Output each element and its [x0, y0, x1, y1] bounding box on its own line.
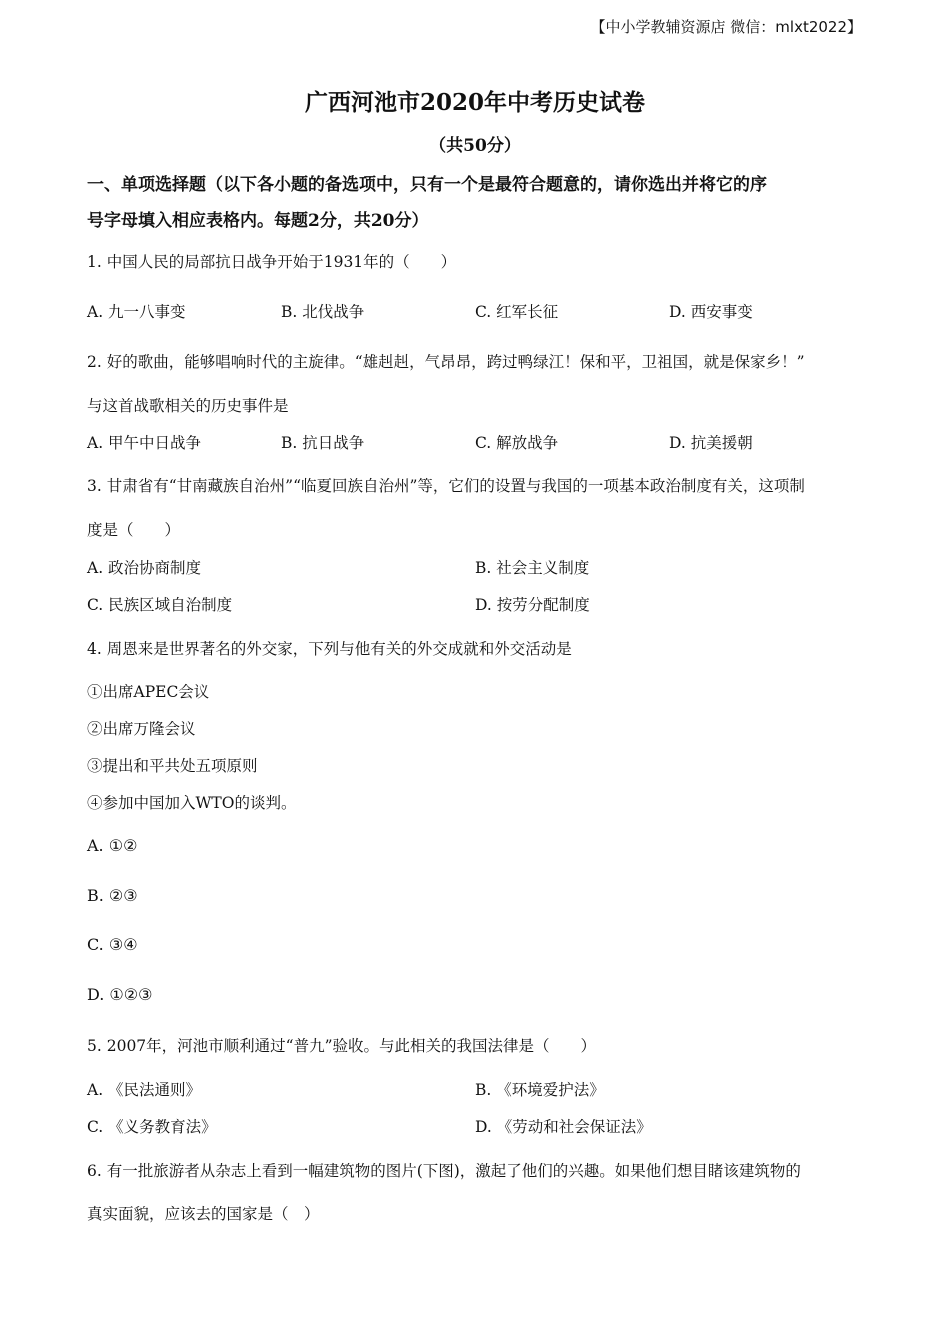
q2-stem-line2: 与这首战歌相关的历史事件是: [87, 397, 289, 415]
page-subtitle: （共50分）: [429, 136, 521, 156]
section-heading-line1: 一、单项选择题（以下各小题的备选项中，只有一个是最符合题意的，请你选出并将它的序: [87, 175, 767, 195]
q4-option-d: D. ①②③: [87, 985, 153, 1004]
q5-option-a: A. 《民法通则》: [87, 1081, 202, 1099]
header-note: 【中小学教辅资源店 微信：mlxt2022】: [590, 18, 862, 36]
q4-item-1: ①出席APEC会议: [87, 683, 210, 701]
q2-stem-line1: 2. 好的歌曲，能够唱响时代的主旋律。“雄赳赳，气昂昂，跨过鸭绿江！保和平，卫祖国，就是保家乡！”: [87, 353, 805, 371]
q6-stem-line2: 真实面貌，应该去的国家是（ ）: [87, 1205, 320, 1223]
q4-option-a: A. ①②: [87, 836, 138, 855]
q5-stem: 5. 2007年，河池市顺利通过“普九”验收。与此相关的我国法律是（ ）: [87, 1037, 597, 1055]
q3-option-b: B. 社会主义制度: [475, 559, 590, 577]
q1-stem: 1. 中国人民的局部抗日战争开始于1931年的（ ）: [87, 253, 457, 271]
q1-option-b: B. 北伐战争: [281, 303, 365, 321]
q4-option-b: B. ②③: [87, 886, 138, 905]
q5-option-c: C. 《义务教育法》: [87, 1118, 217, 1136]
q1-option-c: C. 红军长征: [475, 303, 559, 321]
q5-option-b: B. 《环境爱护法》: [475, 1081, 605, 1099]
q4-item-4: ④参加中国加入WTO的谈判。: [87, 794, 297, 812]
q1-option-a: A. 九一八事变: [87, 303, 186, 321]
q1-option-d: D. 西安事变: [669, 303, 753, 321]
q3-stem-line1: 3. 甘肃省有“甘南藏族自治州”“临夏回族自治州”等，它们的设置与我国的一项基本政治制度有关，这项制: [87, 477, 805, 495]
q2-option-a: A. 甲午中日战争: [87, 434, 202, 452]
q6-stem-line1: 6. 有一批旅游者从杂志上看到一幅建筑物的图片(下图)，激起了他们的兴趣。如果他们想目睹该建筑物的: [87, 1162, 801, 1180]
q2-option-b: B. 抗日战争: [281, 434, 365, 452]
q2-option-d: D. 抗美援朝: [669, 434, 753, 452]
q4-stem: 4. 周恩来是世界著名的外交家，下列与他有关的外交成就和外交活动是: [87, 640, 572, 658]
q4-item-2: ②出席万隆会议: [87, 720, 196, 738]
section-heading-line2: 号字母填入相应表格内。每题2分，共20分）: [87, 211, 429, 231]
q4-option-c: C. ③④: [87, 935, 138, 954]
q4-item-3: ③提出和平共处五项原则: [87, 757, 258, 775]
q2-option-c: C. 解放战争: [475, 434, 559, 452]
q3-stem-line2: 度是（ ）: [87, 521, 181, 539]
q3-option-a: A. 政治协商制度: [87, 559, 202, 577]
q3-option-d: D. 按劳分配制度: [475, 596, 590, 614]
q5-option-d: D. 《劳动和社会保证法》: [475, 1118, 652, 1136]
page-title: 广西河池市2020年中考历史试卷: [304, 89, 645, 116]
q3-option-c: C. 民族区域自治制度: [87, 596, 233, 614]
